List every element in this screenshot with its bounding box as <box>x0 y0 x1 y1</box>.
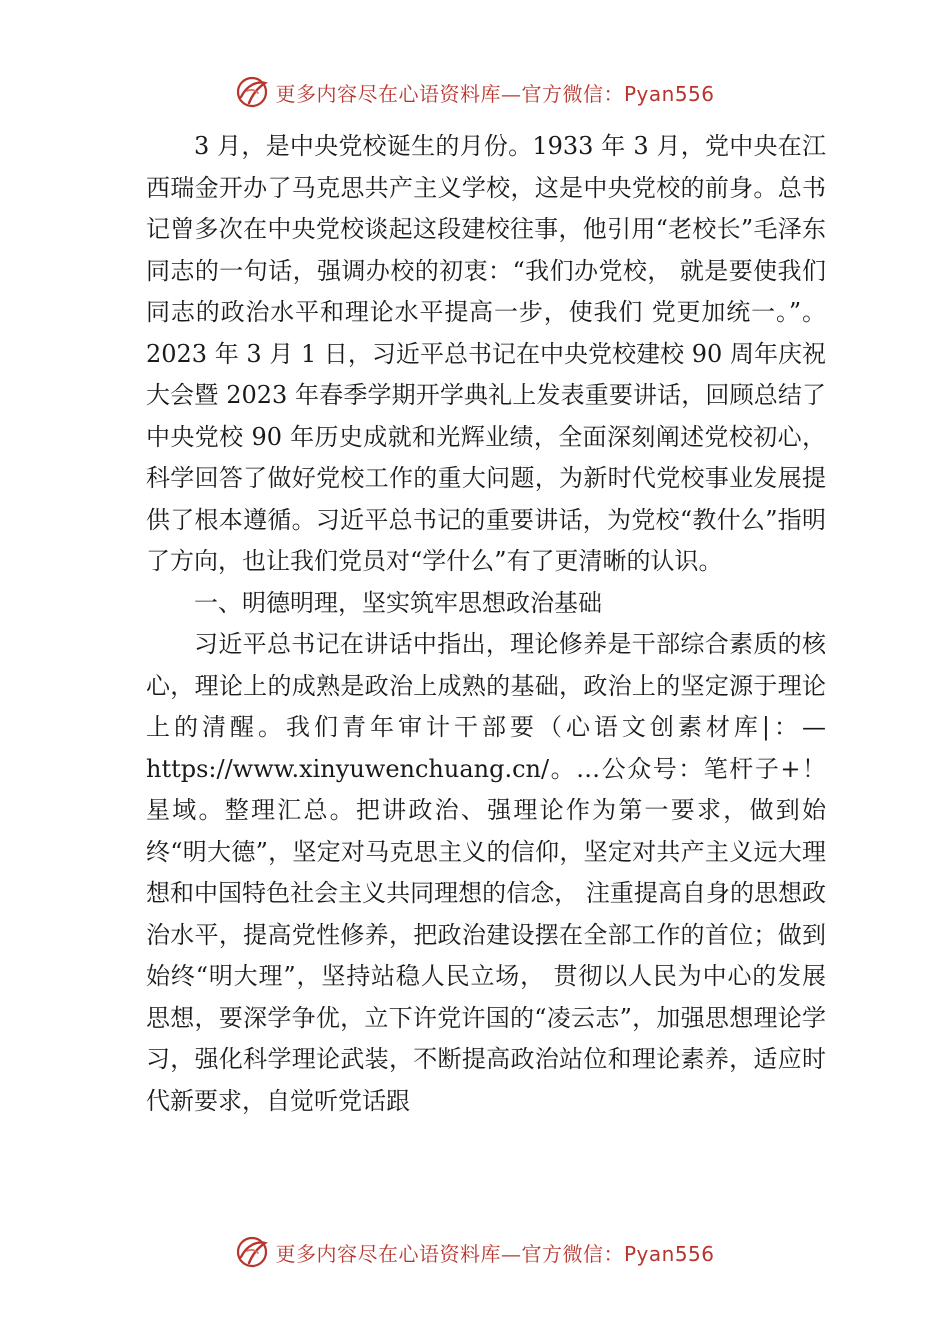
wechat-id: Pyan556 <box>623 1241 715 1266</box>
paragraph-section-one: 习近平总书记在讲话中指出，理论修养是干部综合素质的核心，理论上的成熟是政治上成熟的基础，政治上的坚定源于理论上的清醒。我们青年审计干部要（心语文创素材库|：—https://www.xinyuwenchuang.cn/。…公众号：笔杆子+！星域。整理汇总。把讲政治、强理论作为第一要求，做到始终“明大德”，坚定对马克思主义的信仰，坚定对共产主义远大理想和中国特色社会主义共同理想的信念， 注重提高自身的思想政治水平，提高党性修养，把政治建设摆在全部工作的首位；做到始终“明大理”，坚持站稳人民立场， 贯彻以人民为中心的发展思想，要深学争优，立下许党许国的“凌云志”，加强思想理论学习，强化科学理论武装，不断提高政治站位和理论素养，适应时代新要求，自觉听党话跟 <box>146 630 826 1115</box>
wechat-id: Pyan556 <box>623 81 715 106</box>
watermark-footer <box>0 1232 950 1272</box>
watermark-text: 更多内容尽在心语资料库—官方微信：Pyan556 <box>275 1241 715 1266</box>
watermark-header <box>0 72 950 112</box>
watermark-text: 更多内容尽在心语资料库—官方微信：Pyan556 <box>275 81 715 106</box>
brand-logo-icon <box>235 1235 269 1269</box>
paragraph-intro: 3 月，是中央党校诞生的月份。1933 年 3 月，党中央在江西瑞金开办了马克思共产主义学校，这是中央党校的前身。总书记曾多次在中央党校谈起这段建校往事，他引用“老校长”毛泽东同志的一句话，强调办校的初衷：“我们办党校， 就是要使我们同志的政治水平和理论水平提高一步，使我们 党更加统一。”。2023 年 3 月 1 日，习近平总书记在中央党校建校 90 周年庆祝大会暨 2023 年春季学期开学典礼上发表重要讲话，回顾总结了中央党校 90 年历史成就和光辉业绩，全面深刻阐述党校初心，科学回答了做好党校工作的重大问题，为新时代党校事业发展提供了根本遵循。习近平总书记的重要讲话，为党校“教什么”指明了方向，也让我们党员对“学什么”有了更清晰的认识。 <box>146 132 826 575</box>
document-body <box>146 126 826 1122</box>
brand-logo-icon <box>235 75 269 109</box>
section-heading: 一、明德明理，坚实筑牢思想政治基础 <box>194 588 602 617</box>
